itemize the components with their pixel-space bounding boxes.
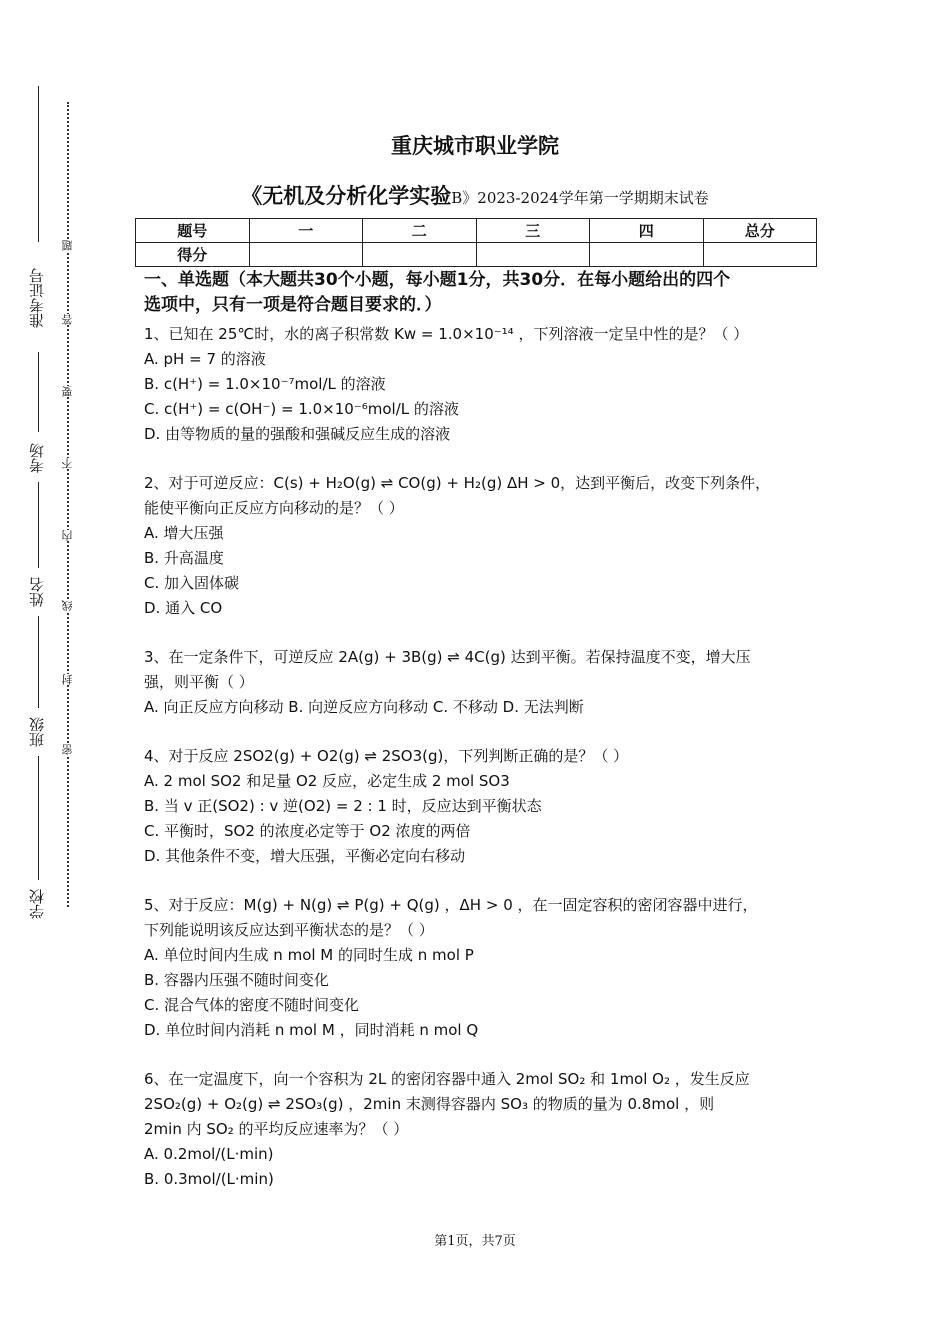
answer-option[interactable]: B. 0.3mol/(L·min) (144, 1170, 274, 1188)
seal-word: 封 (59, 674, 77, 685)
question-stem: 2min 内 SO₂ 的平均反应速率为？（ ） (144, 1120, 409, 1138)
question-item (144, 645, 824, 720)
question-stem: 2SO₂(g) + O₂(g) ⇌ 2SO₃(g) ，2min 末测得容器内 SO₃ 的物质的量为 0.8mol ，则 (144, 1095, 715, 1113)
section-title-line: 选项中，只有一项是符合题目要求的．） (144, 295, 442, 315)
answer-option[interactable]: C. 混合气体的密度不随时间变化 (144, 996, 360, 1014)
question-list (144, 322, 824, 1192)
question-stem: 5、对于反应：M(g) + N(g) ⇌ P(g) + Q(g) ，ΔH > 0 ，在一固定容积的密闭容器中进行， (144, 896, 758, 914)
field-label-class: 班级 (28, 717, 46, 747)
answer-option[interactable]: B. 当 v 正(SO2) : v 逆(O2) = 2 : 1 时，反应达到平衡状态 (144, 797, 542, 815)
table-cell: 总分 (703, 219, 817, 243)
course-name: 《无机及分析化学实验 (241, 184, 452, 208)
table-cell: 得分 (136, 243, 250, 267)
field-line-name (38, 482, 39, 568)
answer-option[interactable]: B. c(H⁺) = 1.0×10⁻⁷mol/L 的溶液 (144, 375, 386, 393)
question-item (144, 1067, 824, 1192)
table-cell: 四 (590, 219, 704, 243)
answer-option[interactable]: A. 2 mol SO2 和足量 O2 反应，必定生成 2 mol SO3 (144, 772, 510, 790)
section-title (144, 268, 824, 318)
table-cell: 三 (476, 219, 590, 243)
section-title-line: 一、单选题（本大题共30个小题，每小题1分，共30分．在每小题给出的四个 (144, 270, 731, 290)
answer-option[interactable]: B. 容器内压强不随时间变化 (144, 971, 329, 989)
exam-content (144, 268, 824, 1216)
field-label-exam-room: 考场 (28, 443, 46, 473)
answer-option[interactable]: D. 由等物质的量的强酸和强碱反应生成的溶液 (144, 425, 451, 443)
seal-word: 线 (59, 600, 77, 611)
table-cell: 二 (363, 219, 477, 243)
field-line-exam-number (38, 86, 39, 242)
answer-option[interactable]: A. pH = 7 的溶液 (144, 350, 266, 368)
field-label-school: 学校 (28, 889, 46, 919)
score-input-cell[interactable] (590, 243, 704, 267)
question-item (144, 322, 824, 447)
seal-dotted-line (67, 102, 69, 907)
answer-option[interactable]: A. 向正反应方向移动 B. 向逆反应方向移动 C. 不移动 D. 无法判断 (144, 698, 584, 716)
score-table-score-row (136, 243, 817, 267)
question-stem: 强，则平衡（ ） (144, 673, 254, 691)
question-stem: 1、已知在 25℃时，水的离子积常数 Kw = 1.0×10⁻¹⁴ ，下列溶液一定呈中性的是？（ ） (144, 325, 749, 343)
answer-option[interactable]: A. 0.2mol/(L·min) (144, 1145, 274, 1163)
question-item (144, 471, 824, 621)
page-footer: 第1页，共7页 (434, 1234, 516, 1249)
answer-option[interactable]: D. 通入 CO (144, 599, 223, 617)
exam-term: B》2023-2024学年第一学期期末试卷 (451, 189, 709, 207)
question-item (144, 893, 824, 1043)
question-stem: 3、在一定条件下，可逆反应 2A(g) + 3B(g) ⇌ 4C(g) 达到平衡。若保持温度不变，增大压 (144, 648, 751, 666)
field-line-exam-room (38, 352, 39, 432)
seal-word: 要 (59, 386, 77, 397)
score-table-header-row (136, 219, 817, 243)
answer-option[interactable]: A. 单位时间内生成 n mol M 的同时生成 n mol P (144, 946, 474, 964)
score-input-cell[interactable] (476, 243, 590, 267)
question-stem: 4、对于反应 2SO2(g) + O2(g) ⇌ 2SO3(g)，下列判断正确的是？（ ） (144, 747, 629, 765)
school-name: 重庆城市职业学院 (391, 134, 559, 158)
question-stem: 6、在一定温度下，向一个容积为 2L 的密闭容器中通入 2mol SO₂ 和 1mol O₂ ，发生反应 (144, 1070, 750, 1088)
seal-word: 不 (59, 458, 77, 469)
question-stem: 能使平衡向正反应方向移动的是？（ ） (144, 499, 404, 517)
answer-option[interactable]: C. 加入固体碳 (144, 574, 240, 592)
field-line-class (38, 616, 39, 708)
score-input-cell[interactable] (249, 243, 363, 267)
answer-option[interactable]: D. 单位时间内消耗 n mol M ，同时消耗 n mol Q (144, 1021, 479, 1039)
question-item (144, 744, 824, 869)
exam-title (0, 180, 950, 210)
seal-word: 题 (59, 240, 77, 251)
score-table (135, 218, 817, 267)
field-label-exam-number: 准考证号 (28, 268, 46, 328)
seal-word: 答 (59, 314, 77, 325)
seal-word: 密 (59, 744, 77, 755)
answer-option[interactable]: D. 其他条件不变，增大压强，平衡必定向右移动 (144, 847, 466, 865)
field-line-school (38, 756, 39, 880)
seal-word: 内 (59, 530, 77, 541)
question-stem: 2、对于可逆反应：C(s) + H₂O(g) ⇌ CO(g) + H₂(g) ΔH > 0，达到平衡后，改变下列条件， (144, 474, 771, 492)
table-cell: 题号 (136, 219, 250, 243)
score-input-cell[interactable] (703, 243, 817, 267)
table-cell: 一 (249, 219, 363, 243)
answer-option[interactable]: A. 增大压强 (144, 524, 224, 542)
answer-option[interactable]: C. 平衡时，SO2 的浓度必定等于 O2 浓度的两倍 (144, 822, 471, 840)
field-label-name: 姓名 (28, 577, 46, 607)
question-stem: 下列能说明该反应达到平衡状态的是？（ ） (144, 921, 434, 939)
answer-option[interactable]: C. c(H⁺) = c(OH⁻) = 1.0×10⁻⁶mol/L 的溶液 (144, 400, 459, 418)
score-input-cell[interactable] (363, 243, 477, 267)
answer-option[interactable]: B. 升高温度 (144, 549, 224, 567)
